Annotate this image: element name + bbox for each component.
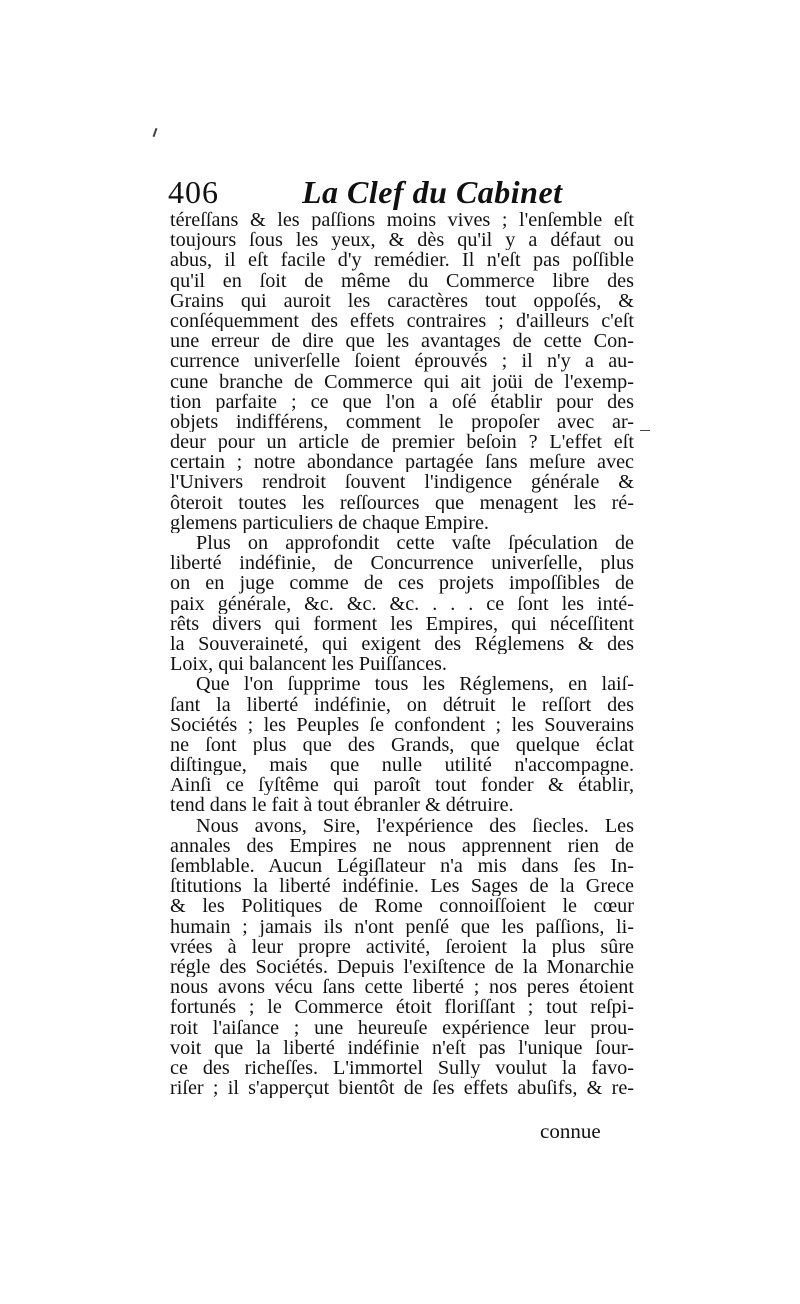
text-line: glemens particuliers de chaque Empire.: [170, 512, 489, 533]
page-number: 406: [168, 174, 219, 210]
text-line: ſemblable. Aucun Légiſlateur n'a mis dans ſes In-: [170, 856, 634, 877]
text-line: ôteroit toutes les reſſources que menagent les ré-: [170, 492, 634, 513]
text-line: ſtitutions la liberté indéfinie. Les Sages de la Grece: [170, 876, 634, 897]
text-line: annales des Empires ne nous apprennent rien de: [170, 835, 634, 856]
text-line: vrées à leur propre activité, ſeroient la plus sûre: [170, 936, 634, 957]
text-line: Grains qui auroit les caractères tout oppoſés, &: [170, 290, 634, 311]
text-line: voit que la liberté indéfinie n'eſt pas l'unique ſour-: [170, 1037, 634, 1058]
text-line: toujours ſous les yeux, & dès qu'il y a défaut ou: [170, 230, 634, 251]
text-line: rêts divers qui forment les Empires, qui néceſſitent: [170, 613, 634, 634]
running-title: La Clef du Cabinet: [302, 174, 563, 210]
text-line: l'Univers rendroit ſouvent l'indigence générale &: [170, 472, 634, 493]
text-line: on en juge comme de ces projets impoſſibles de: [170, 573, 634, 594]
page-header: [168, 172, 638, 212]
text-line: nous avons vécu ſans cette liberté ; nos peres étoient: [170, 977, 634, 998]
text-line: ſant la liberté indéfinie, on détruit le reſſort des: [170, 694, 634, 715]
text-line: Ainſi ce ſyſtême qui paroît tout fonder & établir,: [170, 775, 634, 796]
text-line: deur pour un article de premier beſoin ? L'effet eſt: [170, 432, 634, 453]
text-line: Sociétés ; les Peuples ſe confondent ; les Souverains: [170, 714, 634, 735]
ink-speck: [153, 128, 158, 137]
text-line: Que l'on ſupprime tous les Réglemens, en laiſ-: [196, 674, 634, 695]
text-line: liberté indéfinie, de Concurrence univerſelle, plus: [170, 553, 634, 574]
text-line: currence univerſelle ſoient éprouvés ; il n'y a au-: [170, 351, 634, 372]
text-line: tion parfaite ; ce que l'on a oſé établir pour des: [170, 391, 634, 412]
text-line: Loix, qui balancent les Puiſſances.: [170, 654, 447, 675]
ink-speck: [640, 430, 650, 431]
text-line: Nous avons, Sire, l'expérience des ſiecles. Les: [196, 815, 634, 836]
text-line: humain ; jamais ils n'ont penſé que les paſſions, li-: [170, 916, 634, 937]
text-line: ce des richeſſes. L'immortel Sully voulut la favo-: [170, 1057, 634, 1079]
text-line: régle des Sociétés. Depuis l'exiſtence de la Monarchie: [170, 956, 634, 978]
text-line: conſéquemment des effets contraires ; d'ailleurs c'eſt: [170, 310, 634, 332]
catchword: connue: [540, 1119, 601, 1143]
text-line: diſtingue, mais que nulle utilité n'accompagne.: [170, 755, 634, 776]
text-line: roit l'aiſance ; une heureuſe expérience leur prou-: [170, 1017, 634, 1038]
text-line: téreſſans & les paſſions moins vives ; l'enſemble eſt: [170, 210, 634, 231]
text-line: une erreur de dire que les avantages de cette Con-: [170, 331, 634, 352]
text-line: ne ſont plus que des Grands, que quelque éclat: [170, 734, 634, 756]
body-text: [170, 210, 634, 1098]
text-line: qu'il en ſoit de même du Commerce libre des: [170, 270, 634, 291]
text-line: Plus on approfondit cette vaſte ſpéculation de: [196, 533, 634, 554]
text-line: objets indifférens, comment le propoſer avec ar-: [170, 411, 634, 433]
text-line: fortunés ; le Commerce étoit floriſſant ; tout reſpi-: [170, 997, 634, 1018]
text-line: & les Politiques de Rome connoiſſoient le cœur: [170, 896, 634, 917]
text-line: cune branche de Commerce qui ait joüi de l'exemp-: [170, 371, 634, 392]
text-line: tend dans le fait à tout ébranler & détruire.: [170, 795, 514, 816]
text-line: abus, il eſt facile d'y remédier. Il n'eſt pas poſſible: [170, 250, 634, 271]
text-line: la Souveraineté, qui exigent des Réglemens & des: [170, 633, 634, 655]
text-line: riſer ; il s'apperçut bientôt de ſes effets abuſifs, & re-: [170, 1078, 634, 1099]
text-line: paix générale, &c. &c. &c. . . . ce ſont les inté-: [170, 593, 634, 614]
text-line: certain ; notre abondance partagée ſans meſure avec: [170, 452, 634, 473]
